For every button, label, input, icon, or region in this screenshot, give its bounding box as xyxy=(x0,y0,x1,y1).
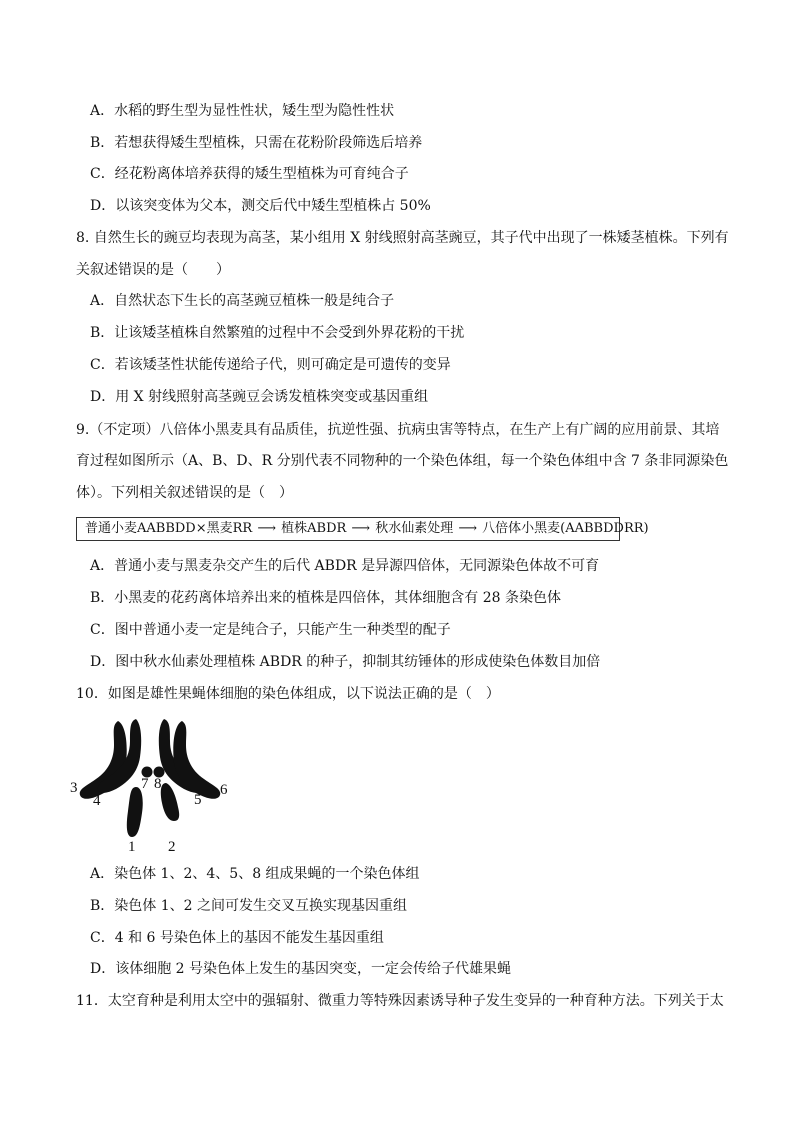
label-3: 3 xyxy=(70,780,78,796)
q8-option-b: B．让该矮茎植株自然繁殖的过程中不会受到外界花粉的干扰 xyxy=(90,325,465,341)
q8-stem-line2: 关叙述错误的是（ ） xyxy=(76,262,230,278)
q10-option-d: D．该体细胞 2 号染色体上发生的基因突变，一定会传给子代雄果蝇 xyxy=(90,961,512,977)
q8-option-a: A．自然状态下生长的高茎豌豆植株一般是纯合子 xyxy=(90,293,395,309)
label-6: 6 xyxy=(220,782,228,798)
chromosome-right-outer xyxy=(173,721,220,799)
q7-option-d: D．以该突变体为父本，测交后代中矮生型植株占 50% xyxy=(90,198,431,214)
flow-arrow-icon: ⟶ xyxy=(458,521,477,536)
q9-option-a: A．普通小麦与黑麦杂交产生的后代 ABDR 是异源四倍体，无同源染色体故不可育 xyxy=(90,558,600,574)
q9-stem-line2: 育过程如图所示（A、B、D、R 分别代表不同物种的一个染色体组，每一个染色体组中含 7 条非同源染色 xyxy=(76,453,729,469)
q7-option-c: C．经花粉离体培养获得的矮生型植株为可育纯合子 xyxy=(90,166,409,182)
q8-stem-line1: 8. 自然生长的豌豆均表现为高茎，某小组用 X 射线照射高茎豌豆，其子代中出现了一株矮茎植株。下列有 xyxy=(76,230,729,246)
q10-option-a: A．染色体 1、2、4、5、8 组成果蝇的一个染色体组 xyxy=(90,866,420,882)
flow-arrow-icon: ⟶ xyxy=(257,521,276,536)
q9-option-c: C．图中普通小麦一定是纯合子，只能产生一种类型的配子 xyxy=(90,622,451,638)
chromosome-1 xyxy=(127,787,143,837)
q9-option-d: D．图中秋水仙素处理植株 ABDR 的种子，抑制其纺锤体的形成使染色体数目加倍 xyxy=(90,654,601,670)
q10-stem: 10．如图是雄性果蝇体细胞的染色体组成，以下说法正确的是（ ） xyxy=(76,686,500,702)
chromosome-2 xyxy=(161,783,179,821)
label-4: 4 xyxy=(93,793,101,809)
flow-step-hybrid: 植株ABDR xyxy=(281,521,347,536)
label-5: 5 xyxy=(194,792,202,808)
label-2: 2 xyxy=(168,839,176,855)
flow-arrow-icon: ⟶ xyxy=(351,521,371,536)
flow-step-octoploid: 八倍体小黑麦(AABBDDRR) xyxy=(482,521,649,536)
q10-option-b: B．染色体 1、2 之间可发生交叉互换实现基因重组 xyxy=(90,898,408,914)
breeding-flowchart xyxy=(76,517,649,541)
q8-option-d: D．用 X 射线照射高茎豌豆会诱发植株突变或基因重组 xyxy=(90,389,429,405)
q11-stem-line1: 11．太空育种是利用太空中的强辐射、微重力等特殊因素诱导种子发生变异的一种育种方法。下列关于太 xyxy=(76,993,724,1009)
q9-stem-line3: 体）。下列相关叙述错误的是（ ） xyxy=(76,485,293,501)
q9-stem-line1: 9.（不定项）八倍体小黑麦具有品质佳，抗逆性强、抗病虫害等特点，在生产上有广阔的应用前景、其培 xyxy=(76,422,720,438)
q10-option-c: C．4 和 6 号染色体上的基因不能发生基因重组 xyxy=(90,930,384,946)
flow-step-cross: 普通小麦AABBDD×黑麦RR xyxy=(85,521,253,536)
label-1: 1 xyxy=(128,839,136,855)
label-8: 8 xyxy=(154,776,162,792)
q7-option-a: A．水稻的野生型为显性性状，矮生型为隐性性状 xyxy=(90,103,395,119)
q9-option-b: B．小黑麦的花药离体培养出来的植株是四倍体，其体细胞含有 28 条染色体 xyxy=(90,590,562,606)
q7-option-b: B．若想获得矮生型植株，只需在花粉阶段筛选后培养 xyxy=(90,135,423,151)
chromosome-figure xyxy=(70,715,250,855)
label-7: 7 xyxy=(141,776,149,792)
flow-step-colchicine: 秋水仙素处理 xyxy=(375,521,454,536)
q8-option-c: C．若该矮茎性状能传递给子代，则可确定是可遗传的变异 xyxy=(90,357,451,373)
